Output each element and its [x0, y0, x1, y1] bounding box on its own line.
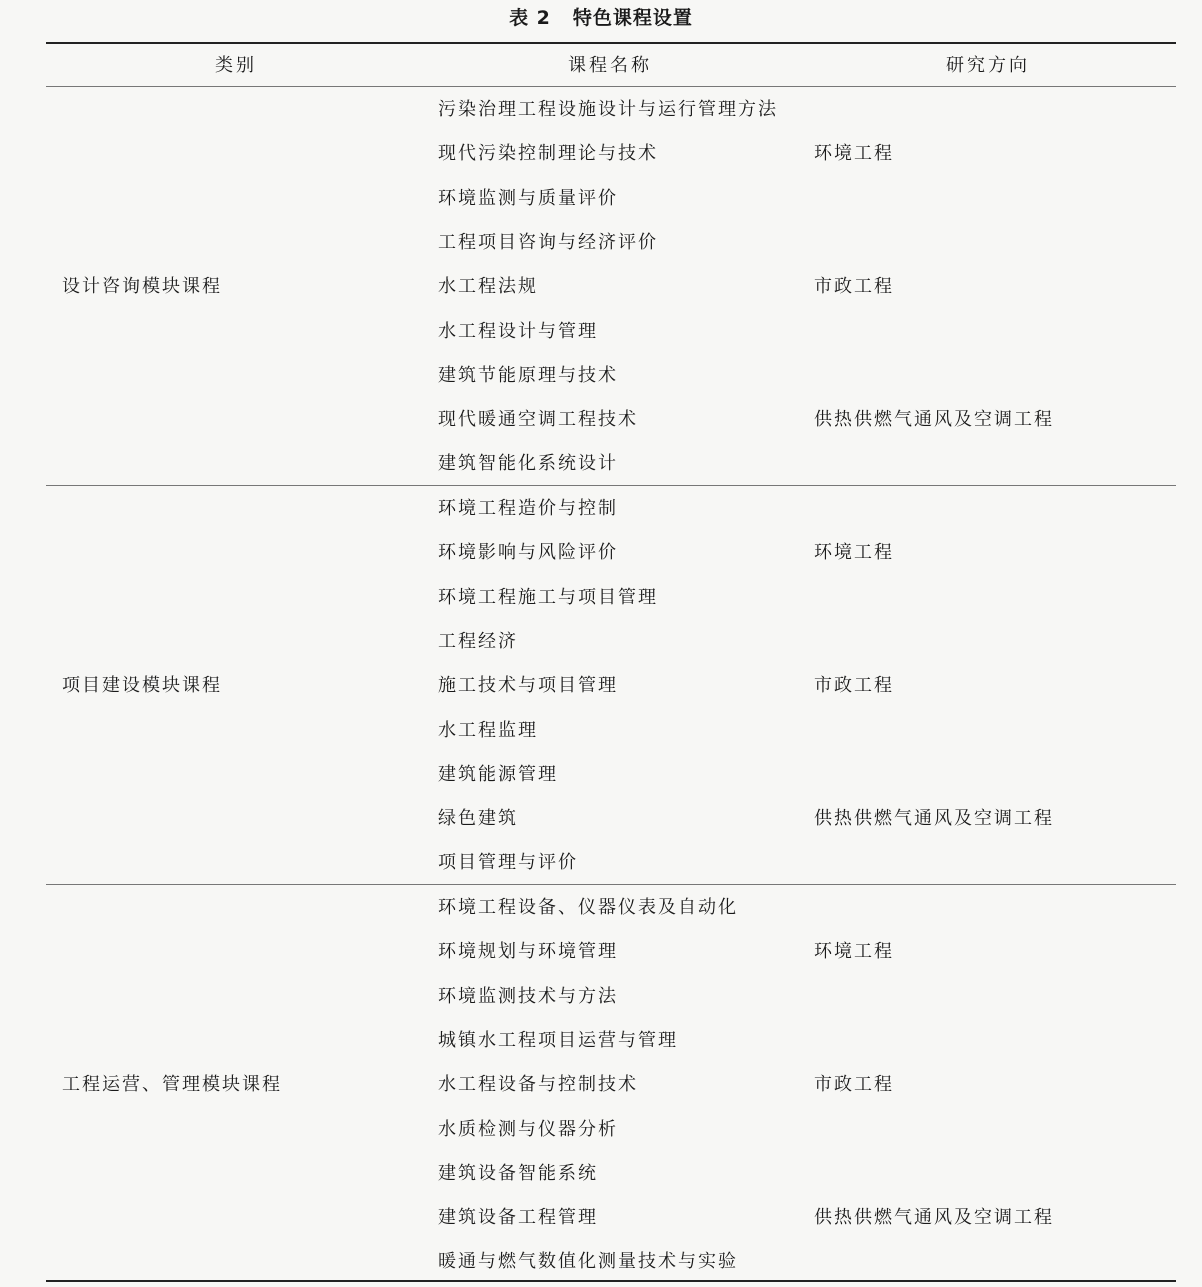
- course-name: 环境监测技术与方法: [438, 985, 618, 1007]
- course-name: 水工程设备与控制技术: [438, 1074, 638, 1096]
- bottom-rule: [46, 1280, 1176, 1282]
- course-name: 建筑能源管理: [438, 763, 558, 785]
- course-name: 建筑节能原理与技术: [438, 364, 618, 386]
- course-name: 环境工程施工与项目管理: [438, 586, 658, 608]
- course-name: 水质检测与仪器分析: [438, 1118, 618, 1140]
- table-title: 特色课程设置: [572, 7, 693, 29]
- header-category: 类别: [215, 55, 257, 76]
- course-name: 项目管理与评价: [438, 852, 578, 874]
- category-label: 项目建设模块课程: [62, 675, 222, 697]
- header-research-direction: 研究方向: [946, 55, 1030, 76]
- top-rule: [46, 42, 1176, 44]
- research-direction: 环境工程: [814, 941, 894, 963]
- course-name: 污染治理工程设施设计与运行管理方法: [438, 99, 778, 120]
- course-name: 工程项目咨询与经济评价: [438, 231, 658, 253]
- group-separator: [46, 485, 1176, 486]
- category-label: 工程运营、管理模块课程: [62, 1074, 282, 1096]
- course-name: 环境工程设备、仪器仪表及自动化: [438, 897, 738, 918]
- course-name: 现代污染控制理论与技术: [438, 143, 658, 165]
- course-name: 工程经济: [438, 630, 518, 652]
- research-direction: 环境工程: [814, 542, 894, 564]
- research-direction: 市政工程: [814, 1074, 894, 1096]
- course-name: 建筑设备智能系统: [438, 1162, 598, 1184]
- category-label: 设计咨询模块课程: [62, 276, 222, 298]
- course-name: 环境影响与风险评价: [438, 542, 618, 564]
- research-direction: 市政工程: [814, 276, 894, 298]
- research-direction: 供热供燃气通风及空调工程: [814, 1207, 1054, 1229]
- group-separator: [46, 884, 1176, 885]
- table-caption: [0, 4, 1202, 32]
- course-name: 施工技术与项目管理: [438, 675, 618, 697]
- course-name: 环境工程造价与控制: [438, 498, 618, 519]
- research-direction: 市政工程: [814, 675, 894, 697]
- course-name: 环境规划与环境管理: [438, 941, 618, 963]
- course-name: 建筑智能化系统设计: [438, 453, 618, 475]
- header-course-name: 课程名称: [568, 55, 652, 76]
- course-name: 暖通与燃气数值化测量技术与实验: [438, 1251, 738, 1273]
- research-direction: 供热供燃气通风及空调工程: [814, 409, 1054, 431]
- research-direction: 环境工程: [814, 143, 894, 165]
- course-name: 城镇水工程项目运营与管理: [438, 1029, 678, 1051]
- course-name: 绿色建筑: [438, 808, 518, 830]
- course-name: 建筑设备工程管理: [438, 1207, 598, 1229]
- course-name: 现代暖通空调工程技术: [438, 409, 638, 431]
- course-name: 水工程设计与管理: [438, 320, 598, 342]
- course-name: 水工程监理: [438, 719, 538, 741]
- header-rule: [46, 86, 1176, 87]
- course-name: 水工程法规: [438, 276, 538, 298]
- course-name: 环境监测与质量评价: [438, 187, 618, 209]
- research-direction: 供热供燃气通风及空调工程: [814, 808, 1054, 830]
- table-number: 表 2: [509, 7, 551, 29]
